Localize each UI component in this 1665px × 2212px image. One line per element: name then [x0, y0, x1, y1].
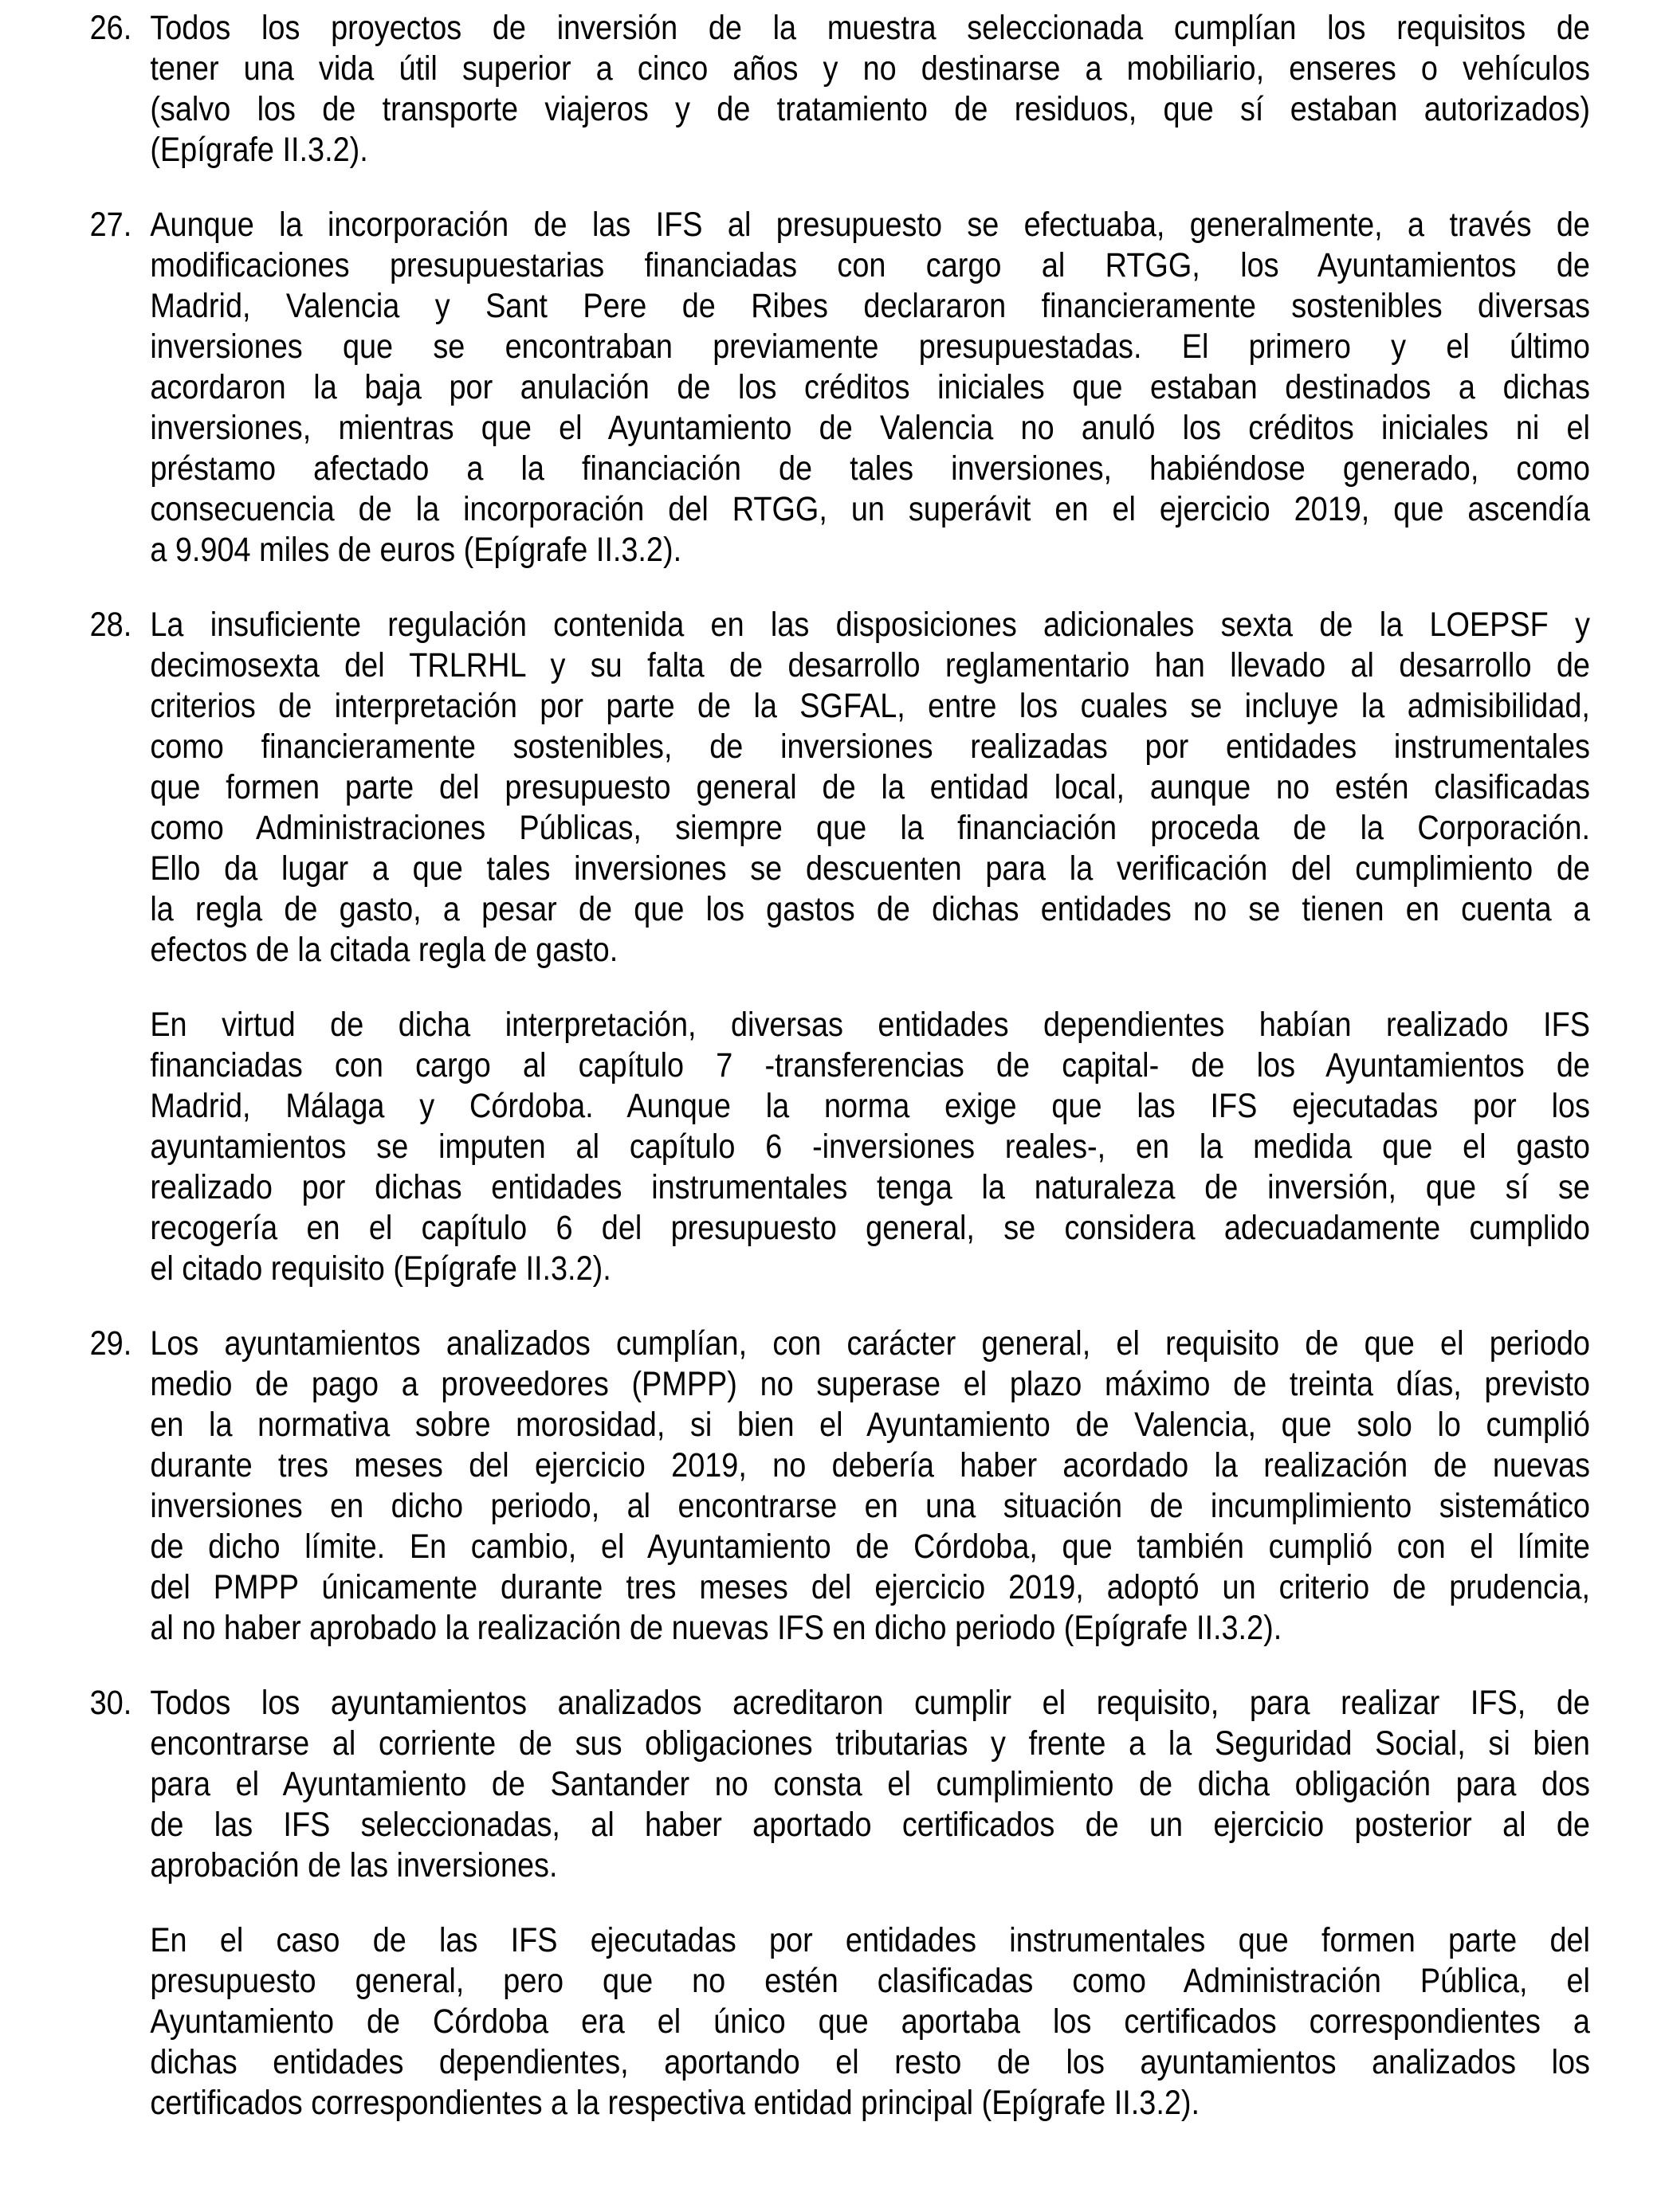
text-line: el citado requisito (Epígrafe II.3.2). — [150, 1249, 611, 1288]
text-line: de las IFS seleccionadas, al haber aportado certificados de un ejercicio posterior al de — [150, 1806, 1590, 1844]
text-line: al no haber aprobado la realización de nuevas IFS en dicho periodo (Epígrafe II.3.2). — [150, 1609, 1282, 1647]
text-line: Los ayuntamientos analizados cumplían, con carácter general, el requisito de que el periodo — [150, 1324, 1590, 1363]
numbered-paragraph — [0, 205, 1590, 571]
text-line: inversiones, mientras que el Ayuntamiento de Valencia no anuló los créditos iniciales ni el — [150, 409, 1590, 447]
numbered-paragraph — [0, 1324, 1590, 1649]
text-line: recogería en el capítulo 6 del presupuesto general, se considera adecuadamente cumplido — [150, 1209, 1590, 1247]
paragraph-number: 28. — [89, 606, 132, 644]
text-line: Madrid, Valencia y Sant Pere de Ribes declararon financieramente sostenibles diversas — [150, 287, 1590, 325]
text-line: certificados correspondientes a la respectiva entidad principal (Epígrafe II.3.2). — [150, 2084, 1200, 2122]
document-page — [0, 8, 1590, 2158]
numbered-paragraph — [0, 605, 1590, 971]
paragraph-number: 26. — [89, 9, 132, 47]
paragraph-number: 27. — [89, 206, 132, 244]
text-line: En virtud de dicha interpretación, diversas entidades dependientes habían realizado IFS — [150, 1006, 1590, 1044]
text-line: en la normativa sobre morosidad, si bien el Ayuntamiento de Valencia, que solo lo cumplió — [150, 1406, 1590, 1444]
text-line: del PMPP únicamente durante tres meses del ejercicio 2019, adoptó un criterio de prudencia, — [150, 1568, 1590, 1606]
text-line: decimosexta del TRLRHL y su falta de desarrollo reglamentario han llevado al desarrollo de — [150, 646, 1590, 684]
text-line: como Administraciones Públicas, siempre que la financiación proceda de la Corporación. — [150, 809, 1590, 847]
paragraph — [0, 1005, 1590, 1289]
text-line: la regla de gasto, a pesar de que los gastos de dichas entidades no se tienen en cuenta a — [150, 890, 1590, 928]
text-line: que formen parte del presupuesto general de la entidad local, aunque no estén clasificadas — [150, 768, 1590, 806]
text-line: como financieramente sostenibles, de inversiones realizadas por entidades instrumentales — [150, 728, 1590, 766]
text-line: medio de pago a proveedores (PMPP) no superase el plazo máximo de treinta días, previsto — [150, 1365, 1590, 1403]
text-line: criterios de interpretación por parte de la SGFAL, entre los cuales se incluye la admisibilidad, — [150, 687, 1590, 725]
text-line: presupuesto general, pero que no estén clasificadas como Administración Pública, el — [150, 1962, 1590, 2000]
text-line: ayuntamientos se imputen al capítulo 6 -inversiones reales-, en la medida que el gasto — [150, 1128, 1590, 1166]
text-line: inversiones que se encontraban previamente presupuestadas. El primero y el último — [150, 327, 1590, 366]
text-line: efectos de la citada regla de gasto. — [150, 931, 618, 969]
text-line: encontrarse al corriente de sus obligaciones tributarias y frente a la Seguridad Social, si bien — [150, 1724, 1590, 1763]
paragraph-number: 29. — [89, 1324, 132, 1363]
text-line: Ayuntamiento de Córdoba era el único que aportaba los certificados correspondientes a — [150, 2002, 1590, 2041]
text-line: tener una vida útil superior a cinco años y no destinarse a mobiliario, enseres o vehículos — [150, 49, 1590, 88]
text-line: En el caso de las IFS ejecutadas por entidades instrumentales que formen parte del — [150, 1921, 1590, 1959]
text-line: aprobación de las inversiones. — [150, 1846, 558, 1885]
text-line: consecuencia de la incorporación del RTGG, un superávit en el ejercicio 2019, que ascendía — [150, 490, 1590, 528]
text-line: dichas entidades dependientes, aportando el resto de los ayuntamientos analizados los — [150, 2043, 1590, 2081]
text-line: a 9.904 miles de euros (Epígrafe II.3.2). — [150, 531, 682, 569]
text-line: modificaciones presupuestarias financiadas con cargo al RTGG, los Ayuntamientos de — [150, 246, 1590, 284]
text-line: (Epígrafe II.3.2). — [150, 131, 368, 169]
text-line: préstamo afectado a la financiación de tales inversiones, habiéndose generado, como — [150, 449, 1590, 488]
text-line: de dicho límite. En cambio, el Ayuntamiento de Córdoba, que también cumplió con el límite — [150, 1528, 1590, 1566]
text-line: realizado por dichas entidades instrumentales tenga la naturaleza de inversión, que sí se — [150, 1168, 1590, 1206]
numbered-paragraph — [0, 1683, 1590, 1886]
text-line: para el Ayuntamiento de Santander no consta el cumplimiento de dicha obligación para dos — [150, 1765, 1590, 1803]
text-line: durante tres meses del ejercicio 2019, no debería haber acordado la realización de nuevas — [150, 1446, 1590, 1484]
text-line: (salvo los de transporte viajeros y de tratamiento de residuos, que sí estaban autorizados) — [150, 90, 1590, 128]
paragraph — [0, 1920, 1590, 2124]
text-line: Ello da lugar a que tales inversiones se descuenten para la verificación del cumplimiento de — [150, 849, 1590, 888]
paragraph-number: 30. — [89, 1684, 132, 1722]
text-line: financiadas con cargo al capítulo 7 -transferencias de capital- de los Ayuntamientos de — [150, 1046, 1590, 1084]
text-line: Todos los proyectos de inversión de la muestra seleccionada cumplían los requisitos de — [150, 9, 1590, 47]
text-line: Madrid, Málaga y Córdoba. Aunque la norma exige que las IFS ejecutadas por los — [150, 1087, 1590, 1125]
text-line: inversiones en dicho periodo, al encontrarse en una situación de incumplimiento sistemático — [150, 1487, 1590, 1525]
text-line: Aunque la incorporación de las IFS al presupuesto se efectuaba, generalmente, a través de — [150, 206, 1590, 244]
text-line: acordaron la baja por anulación de los créditos iniciales que estaban destinados a dichas — [150, 368, 1590, 406]
text-line: La insuficiente regulación contenida en las disposiciones adicionales sexta de la LOEPSF y — [150, 606, 1590, 644]
numbered-paragraph — [0, 8, 1590, 171]
text-line: Todos los ayuntamientos analizados acreditaron cumplir el requisito, para realizar IFS, de — [150, 1684, 1590, 1722]
